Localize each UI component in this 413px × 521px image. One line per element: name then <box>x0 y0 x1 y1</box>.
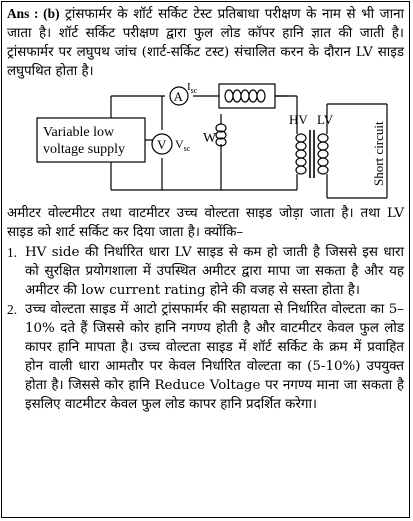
wattmeter-symbol: W <box>203 131 217 147</box>
supply-label-line2: voltage supply <box>43 142 126 158</box>
current-label: $I_{sc}$ <box>187 82 198 96</box>
list-item-text: HV side की निर्धारित धारा LV साइड से कम हो जाती है जिससे इस धारा को सुरक्षित प्रयोगशाला में उपस्थित अमीटर द्वारा मापा जा सकता है और यह अमीटर की low current rating होने की वजह से सस्ता होता है। <box>25 244 404 298</box>
answer-label: Ans : (b) <box>7 6 60 21</box>
voltmeter-symbol: V <box>157 137 167 153</box>
paragraph-2: अमीटर वोल्टमीटर तथा वाटमीटर उच्च वोल्टता साइड जोड़ा जाता है। तथा LV साइड को शार्ट सर्किट कर दिया जाता है। क्योंकि– <box>7 206 404 241</box>
list-item <box>7 300 404 415</box>
hv-label: HV <box>289 112 308 128</box>
reason-list <box>7 243 404 415</box>
short-circuit-label: Short circuit <box>371 121 386 187</box>
wattmeter-current-coil <box>225 90 265 102</box>
list-item <box>7 243 404 300</box>
voltage-label: $V_{sc}$ <box>175 137 191 154</box>
list-item-number: 2. <box>7 301 18 317</box>
list-item-text: उच्च वोल्टता साइड में आटो ट्रांसफार्मर की सहायता से निर्धारित वोल्टता का 5–10% दते हैं जिससे कोर हानि नगण्य होती है और वाटमीटर केवल फुल लोड कापर हानि मापता है। उच्च वोल्टता साइड में शॉर्ट सर्किट के क्रम में प्रवाहित होन वाली धारा आमतौर पर केवल निर्धारित वोल्टता का (5-10%) उपयुक्त होता है। जिससे कोर हानि Reduce Voltage पर नगण्य माना जा सकता है इसलिए वाटमीटर केवल फुल लोड कापर हानि प्रदर्शित करेगा। <box>25 301 404 413</box>
lv-label: LV <box>317 112 334 128</box>
answer-paragraph <box>7 4 404 81</box>
ammeter-symbol: A <box>173 89 183 105</box>
answer-text: ट्रांसफार्मर के शॉर्ट सर्किट टेस्ट प्रतिबाधा परीक्षण के नाम से भी जाना जाता है। शॉर्ट सर्किट परीक्षण द्वारा फुल लोड कॉपर हानि ज्ञात की जाती है। ट्रांसफार्मर पर लघुपथ जांच (शार्ट-सर्किट टस्ट) संचालित करन के दौरान LV साइड लघुपथित होता है। <box>7 7 404 80</box>
hv-winding <box>296 134 306 174</box>
lv-winding <box>318 134 328 174</box>
supply-label-line1: Variable low <box>43 125 115 141</box>
short-circuit-test-diagram <box>7 82 405 204</box>
list-item-number: 1. <box>7 244 18 260</box>
wattmeter-pressure-coil <box>216 124 226 146</box>
answer-box <box>1 1 410 518</box>
